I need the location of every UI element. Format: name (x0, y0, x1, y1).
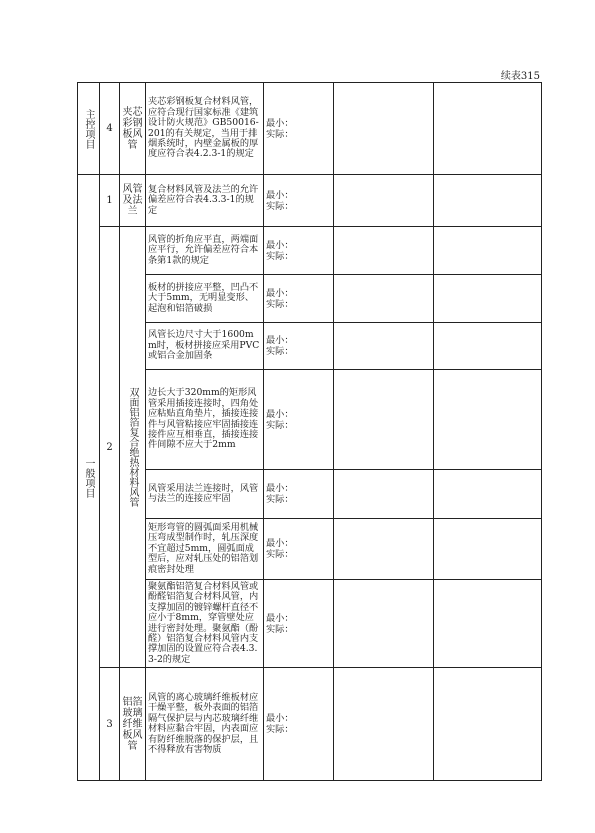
table-row (78, 275, 542, 323)
record-cell (334, 370, 434, 470)
record-cell (334, 580, 434, 668)
row-number: 2 (100, 227, 120, 668)
min-actual-cell (264, 580, 334, 668)
result-cell (434, 323, 542, 370)
actual-label: 实际： (266, 419, 294, 431)
actual-label: 实际： (266, 250, 294, 262)
item-name: 铝箔玻璃纤维板风管 (120, 668, 146, 781)
section-label: 主控项目 (83, 108, 94, 149)
actual-label: 实际： (266, 623, 294, 635)
result-cell (434, 275, 542, 323)
table-row (78, 668, 542, 781)
record-cell (334, 668, 434, 781)
min-actual-cell (264, 323, 334, 370)
actual-label: 实际： (266, 724, 294, 736)
min-actual-cell (264, 175, 334, 227)
section-general (78, 175, 100, 781)
min-actual-cell (264, 83, 334, 175)
actual-label: 实际： (266, 298, 294, 310)
actual-label: 实际： (266, 346, 294, 357)
min-label: 最小： (266, 538, 294, 549)
actual-label: 实际： (266, 549, 294, 560)
continued-table-number: 续表315 (500, 71, 540, 82)
table-row (78, 519, 542, 580)
record-cell (334, 227, 434, 275)
record-cell (334, 83, 434, 175)
requirement-text: 风管长边尺寸大于1600mm时，板材拼接应采用PVC或铝合金加固条 (146, 323, 264, 370)
table-row (78, 83, 542, 175)
table-row (78, 323, 542, 370)
result-cell (434, 370, 542, 470)
min-label: 最小： (266, 483, 294, 494)
requirement-text: 聚氨酯铝箔复合材料风管或酚醛铝箔复合材料风管，内支撑加固的镀锌螺杆直径不应小于8mm，穿管壁处应进行密封处理。聚氨酯（酚醛）铝箔复合材料风管内支撑加固的设置应符合表4.3.3-2的规定 (146, 580, 264, 668)
requirement-text: 风管的离心玻璃纤维板材应干燥平整，板外表面的铝箔隔气保护层与内芯玻璃纤维材料应黏合牢固，内表面应有防纤维脱落的保护层，且不得释放有害物质 (146, 668, 264, 781)
record-cell (334, 175, 434, 227)
record-cell (334, 323, 434, 370)
requirement-text: 复合材料风管及法兰的允许偏差应符合表4.3.3-1的规定 (146, 175, 264, 227)
table-row (78, 227, 542, 275)
min-label: 最小： (266, 612, 294, 624)
record-cell (334, 470, 434, 519)
min-actual-cell (264, 227, 334, 275)
min-label: 最小： (266, 189, 294, 201)
min-actual-cell (264, 519, 334, 580)
table-row (78, 370, 542, 470)
inspection-table (77, 82, 542, 781)
result-cell (434, 470, 542, 519)
requirement-text: 板材的拼接应平整，凹凸不大于5mm，无明显变形、起泡和铝箔破损 (146, 275, 264, 323)
table-row (78, 470, 542, 519)
item-name: 夹芯彩钢板风管 (120, 83, 146, 175)
min-label: 最小： (266, 408, 294, 420)
result-cell (434, 175, 542, 227)
min-actual-cell (264, 275, 334, 323)
min-actual-cell (264, 668, 334, 781)
actual-label: 实际： (266, 200, 294, 212)
item-name: 风管及法兰 (120, 175, 146, 227)
requirement-text: 边长大于320mm的矩形风管采用插接连接时，四角处应粘贴直角垫片，插接连接件与风管粘接应牢固插接连接件应互相垂直，插接连接件间隙不应大于2mm (146, 370, 264, 470)
result-cell (434, 519, 542, 580)
result-cell (434, 227, 542, 275)
actual-label: 实际： (266, 494, 294, 505)
requirement-text: 矩形弯管的圆弧面采用机械压弯成型制作时，轧压深度不宜超过5mm，圆弧面成型后，应对轧压处的铝箔划痕密封处理 (146, 519, 264, 580)
row-number: 1 (100, 175, 120, 227)
row-number: 4 (100, 83, 120, 175)
requirement-text: 风管的折角应平直，两端面应平行，允许偏差应符合本条第1款的规定 (146, 227, 264, 275)
min-label: 最小： (266, 713, 294, 725)
result-cell (434, 580, 542, 668)
min-label: 最小： (266, 287, 294, 299)
min-label: 最小： (266, 239, 294, 251)
requirement-text: 风管采用法兰连接时，风管与法兰的连接应牢固 (146, 470, 264, 519)
record-cell (334, 275, 434, 323)
min-actual-cell (264, 370, 334, 470)
table-row (78, 175, 542, 227)
section-main-control (78, 83, 100, 175)
min-actual-cell (264, 470, 334, 519)
result-cell (434, 83, 542, 175)
min-label: 最小： (266, 117, 294, 129)
row-number: 3 (100, 668, 120, 781)
record-cell (334, 519, 434, 580)
min-label: 最小： (266, 335, 294, 346)
result-cell (434, 668, 542, 781)
section-label: 一般项目 (83, 457, 94, 498)
actual-label: 实际： (266, 128, 294, 140)
requirement-text: 夹芯彩钢板复合材料风管，应符合现行国家标准《建筑设计防火规范》GB50016-201的有关规定，当用于排烟系统时，内壁金属板的厚度应符合表4.2.3-1的规定 (146, 83, 264, 175)
table-row (78, 580, 542, 668)
item-name: 双面铝箔复合绝热材料风管 (120, 227, 146, 668)
